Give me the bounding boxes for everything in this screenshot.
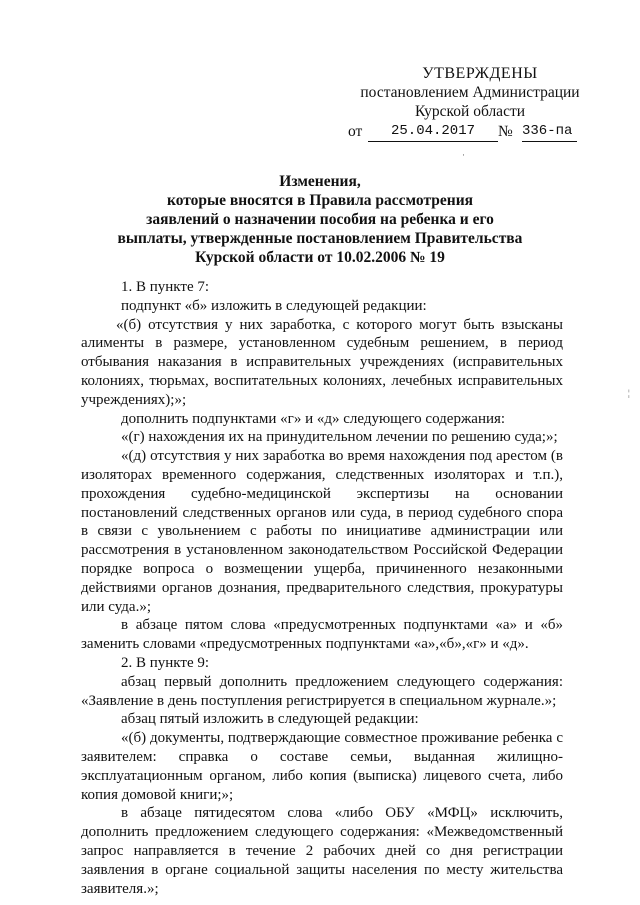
body-paragraph: в абзаце пятидесятом слова «либо ОБУ «МФЦ» исключить, дополнить предложением следующего содержания: «Межведомственный запрос направляется в течение 2 рабочих дней со дня регистрации заявления в органе социальной защиты населения по месту жительства заявителя.»; — [81, 805, 563, 897]
approval-stamp — [340, 64, 600, 142]
document-title-line: которые вносятся в Правила рассмотрения — [166, 192, 474, 209]
document-title-line: Курской области от 10.02.2006 № 19 — [195, 249, 445, 266]
approval-line-1: постановлением Администрации — [360, 84, 580, 101]
approval-number: 336-па — [522, 122, 577, 142]
approval-date-line — [340, 122, 600, 142]
document-title — [110, 172, 530, 267]
body-paragraph: «(г) нахождения их на принудительном лечении по решению суда;»; — [121, 429, 558, 446]
body-paragraph: абзац первый дополнить предложением следующего содержания: «Заявление в день поступления регистрируется в специальном журнале.»; — [81, 673, 563, 709]
body-paragraph: «(б) документы, подтверждающие совместное проживание ребенка с заявителем: справка о составе семьи, выданная жилищно-эксплуатационным органом, либо копия (выписка) лицевого счета, либо копия домовой книги;»; — [81, 730, 563, 803]
body-paragraph: «(б) отсутствия у них заработка, с которого могут быть взысканы алименты в размере, установленном судебным решением, в период отбывания наказания в исправительных учреждениях (исправительных колониях, тюрьмах, воспитательных колониях, лечебных исправительных учреждениях);»; — [81, 316, 563, 408]
document-title-line: Изменения, — [279, 173, 361, 190]
scan-mark: ¦ — [628, 388, 630, 398]
approval-date-prefix: от — [348, 123, 363, 140]
scan-dot: · — [462, 150, 465, 160]
body-paragraph: дополнить подпунктами «г» и «д» следующего содержания: — [121, 410, 506, 427]
document-body — [81, 278, 563, 898]
section-heading: 1. В пункте 7: — [121, 279, 210, 295]
approval-date: 25.04.2017 — [368, 122, 498, 142]
body-paragraph: подпункт «б» изложить в следующей редакции: — [121, 297, 427, 314]
section-heading: 2. В пункте 9: — [121, 654, 210, 671]
body-paragraph: абзац пятый изложить в следующей редакции: — [121, 711, 419, 728]
approval-line-2: Курской области — [414, 103, 526, 120]
body-paragraph: «(д) отсутствия у них заработка во время нахождения под арестом (в изоляторах временного содержания, следственных изоляторах и т.п.), прохождения судебно-медицинской экспертизы на основании постановлений следственных органов или суда, в период судебного спора в связи с увольнением с работы по инициативе администрации или рассмотрения в установленном законодательством Российской Федерации порядке вопроса о возмещении ущерба, причиненного незаконными действиями органов дознания, предварительного следствия, прокуратуры или суда.»; — [81, 448, 563, 615]
approval-title: УТВЕРЖДЕНЫ — [422, 65, 538, 82]
approval-number-prefix: № — [498, 123, 513, 140]
body-paragraph: в абзаце пятом слова «предусмотренных подпунктами «а» и «б» заменить словами «предусмотренных подпунктами «а»,«б»,«г» и «д». — [81, 617, 563, 653]
document-title-line: заявлений о назначении пособия на ребенка и его — [146, 211, 494, 228]
document-title-line: выплаты, утвержденные постановлением Правительства — [117, 230, 523, 247]
